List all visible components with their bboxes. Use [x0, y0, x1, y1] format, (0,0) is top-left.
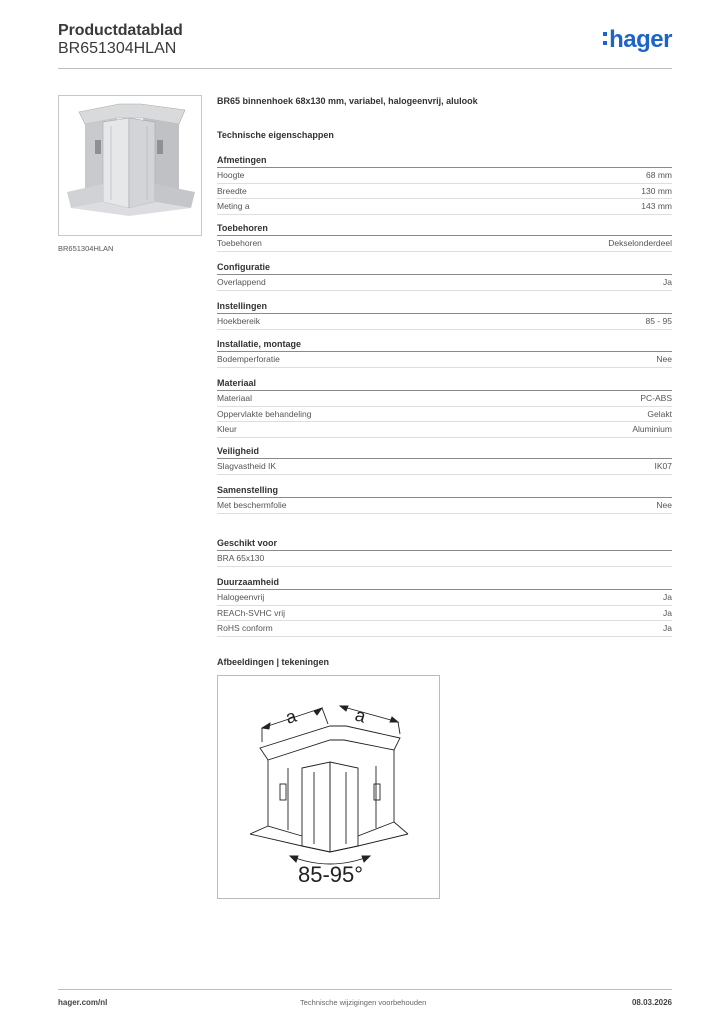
group-title: Geschikt voor	[217, 536, 672, 551]
product-thumbnail	[58, 95, 202, 236]
spec-row	[217, 236, 672, 252]
group-title: Materiaal	[217, 376, 672, 391]
spec-value: Ja	[663, 277, 672, 287]
spec-row	[217, 168, 672, 184]
spec-row	[217, 184, 672, 200]
group-toebehoren	[217, 221, 672, 252]
spec-key: BRA 65x130	[217, 553, 265, 563]
header-divider	[58, 68, 672, 69]
spec-row	[217, 551, 672, 567]
footer-date: 08.03.2026	[631, 998, 672, 1007]
header	[58, 20, 672, 70]
angle-range-label: 85-95°	[298, 862, 364, 887]
spec-row	[217, 314, 672, 330]
spec-row	[217, 199, 672, 215]
dimension-label-a-right: a	[352, 704, 369, 727]
group-materiaal	[217, 376, 672, 438]
spec-key: Toebehoren	[217, 238, 262, 248]
spec-key: Halogeenvrij	[217, 592, 265, 602]
spec-key: Bodemperforatie	[217, 354, 280, 364]
group-afmetingen	[217, 153, 672, 215]
group-title: Veiligheid	[217, 444, 672, 459]
section-title-technical: Technische eigenschappen	[217, 130, 334, 140]
spec-key: Overlappend	[217, 277, 266, 287]
spec-key: Hoekbereik	[217, 316, 260, 326]
group-title: Configuratie	[217, 260, 672, 275]
spec-key: Meting a	[217, 201, 250, 211]
spec-value: 143 mm	[641, 201, 672, 211]
inner-corner-drawing-icon	[218, 676, 439, 898]
spec-row	[217, 275, 672, 291]
images-section-title: Afbeeldingen | tekeningen	[217, 657, 330, 667]
document-title: Productdatablad	[58, 22, 183, 39]
group-title: Instellingen	[217, 299, 672, 314]
dimension-label-a-left: a	[283, 705, 299, 728]
spec-key: Breedte	[217, 185, 247, 196]
group-title: Installatie, montage	[217, 337, 672, 352]
group-installatie	[217, 337, 672, 368]
group-title: Afmetingen	[217, 153, 672, 168]
spec-row	[217, 621, 672, 637]
spec-key: Oppervlakte behandeling	[217, 408, 312, 419]
spec-value: PC-ABS	[640, 393, 672, 403]
spec-value: 85 - 95	[645, 316, 672, 326]
group-instellingen	[217, 299, 672, 330]
spec-value: Nee	[656, 354, 672, 364]
group-samenstelling	[217, 483, 672, 514]
spec-value: Dekselonderdeel	[608, 238, 672, 248]
group-title: Toebehoren	[217, 221, 672, 236]
spec-row	[217, 391, 672, 407]
spec-value: 68 mm	[646, 170, 672, 180]
spec-key: Kleur	[217, 424, 237, 434]
product-description: BR65 binnenhoek 68x130 mm, variabel, halogeenvrij, alulook	[217, 96, 478, 106]
spec-value: Ja	[663, 623, 672, 633]
spec-row	[217, 498, 672, 514]
spec-row	[217, 407, 672, 423]
spec-key: Met beschermfolie	[217, 500, 287, 510]
spec-key: Hoogte	[217, 170, 245, 180]
spec-key: RoHS conform	[217, 623, 273, 633]
group-geschikt-voor	[217, 536, 672, 567]
spec-value: Ja	[663, 607, 672, 618]
hager-logo	[603, 26, 672, 54]
group-configuratie	[217, 260, 672, 291]
logo-text: hager	[609, 26, 672, 53]
spec-key: REACh-SVHC vrij	[217, 607, 286, 618]
spec-value: Nee	[656, 500, 672, 510]
spec-value: 130 mm	[641, 185, 672, 196]
spec-value: Aluminium	[632, 424, 672, 434]
spec-row	[217, 459, 672, 475]
footer-disclaimer: Technische wijzigingen voorbehouden	[300, 998, 427, 1007]
footer-website: hager.com/nl	[58, 998, 108, 1007]
spec-value: Ja	[663, 592, 672, 602]
spec-value: IK07	[654, 461, 672, 471]
group-title: Samenstelling	[217, 483, 672, 498]
spec-key: Slagvastheid IK	[217, 461, 277, 471]
spec-row	[217, 590, 672, 606]
group-duurzaamheid	[217, 575, 672, 637]
group-title: Duurzaamheid	[217, 575, 672, 590]
technical-drawing	[217, 675, 440, 899]
document-subtitle: BR651304HLAN	[58, 40, 177, 57]
spec-row	[217, 422, 672, 438]
group-veiligheid	[217, 444, 672, 475]
spec-row	[217, 352, 672, 368]
spec-key: Materiaal	[217, 393, 252, 403]
thumbnail-caption: BR651304HLAN	[58, 244, 114, 253]
footer-divider	[58, 989, 672, 990]
spec-value: Gelakt	[647, 408, 672, 419]
spec-row	[217, 606, 672, 622]
logo-dots-icon	[603, 32, 607, 46]
product-photo-icon	[59, 96, 201, 235]
